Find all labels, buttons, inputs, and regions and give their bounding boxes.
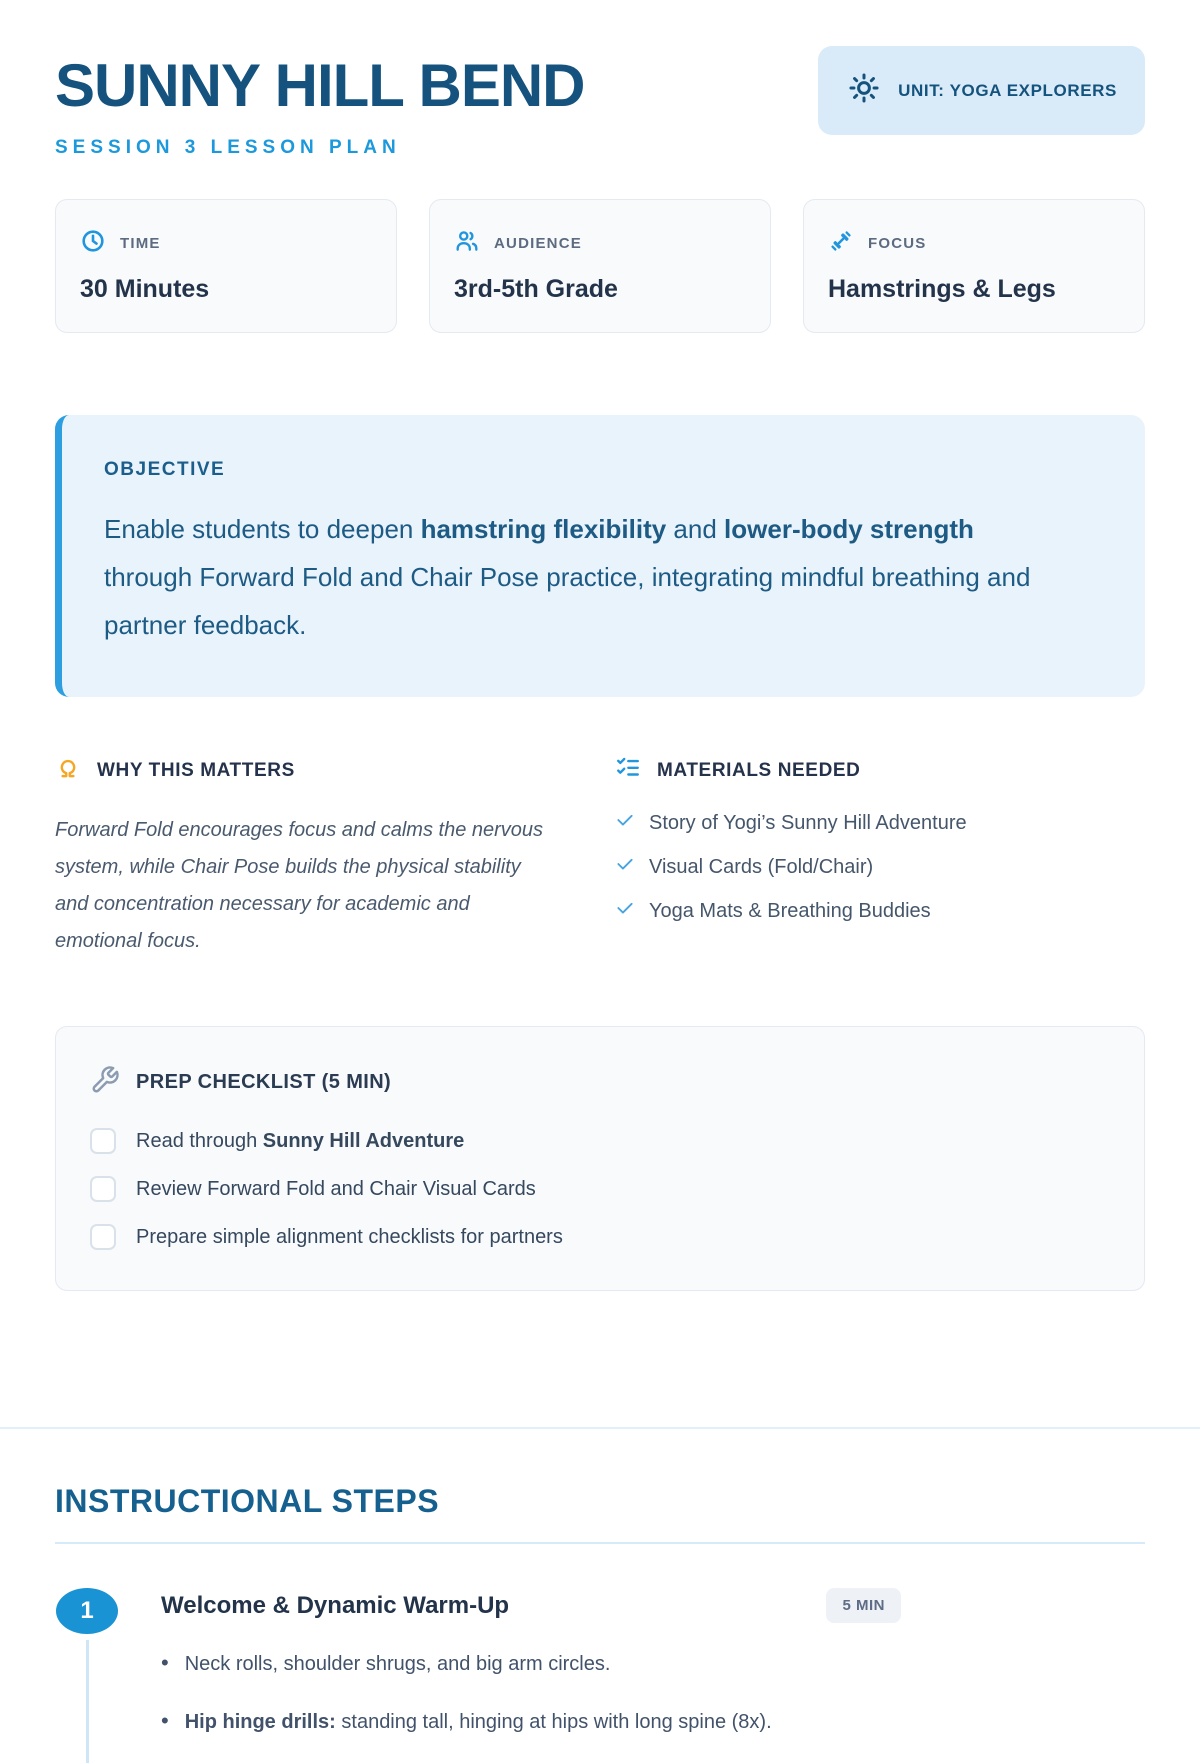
card-label: FOCUS: [868, 235, 927, 252]
step-timeline: [55, 1588, 119, 1763]
step-bullet: [161, 1647, 1145, 1679]
info-cards: [55, 199, 1145, 333]
objective-callout: [55, 415, 1145, 697]
info-card-focus: [803, 199, 1145, 333]
clock-icon: [80, 228, 106, 259]
materials-list: [615, 810, 1145, 924]
card-value: 3rd-5th Grade: [454, 275, 618, 303]
info-card-time: [55, 199, 397, 333]
prep-item-label: Read through Sunny Hill Adventure: [136, 1129, 465, 1152]
prep-checklist-box: [55, 1026, 1145, 1291]
checklist-icon: [615, 755, 641, 786]
card-label: AUDIENCE: [494, 235, 582, 252]
prep-checklist-item[interactable]: [90, 1128, 1110, 1154]
timeline-connector: [86, 1640, 89, 1763]
lesson-plan-page: [0, 46, 1200, 1291]
why-this-matters-section: [55, 755, 545, 960]
header-titles: [55, 46, 585, 159]
material-item: [615, 898, 1145, 924]
step-title: Welcome & Dynamic Warm-Up: [161, 1591, 510, 1619]
material-item-label: Yoga Mats & Breathing Buddies: [649, 899, 931, 922]
check-icon: [615, 854, 635, 880]
prep-checklist-heading: PREP CHECKLIST (5 MIN): [136, 1071, 392, 1094]
card-label: TIME: [120, 235, 161, 252]
wrench-icon: [90, 1065, 120, 1100]
page-subtitle: SESSION 3 LESSON PLAN: [55, 137, 401, 158]
unit-badge-label: UNIT: YOGA EXPLORERS: [898, 80, 1117, 100]
users-icon: [454, 228, 480, 259]
check-icon: [615, 898, 635, 924]
material-item-label: Visual Cards (Fold/Chair): [649, 855, 874, 878]
lightbulb-icon: [55, 755, 81, 786]
materials-needed-section: [615, 755, 1145, 960]
unit-badge: [818, 46, 1145, 135]
why-this-matters-heading: WHY THIS MATTERS: [97, 759, 295, 781]
material-item-label: Story of Yogi’s Sunny Hill Adventure: [649, 811, 967, 834]
checkbox[interactable]: [90, 1176, 116, 1202]
step-bullet-text: • Neck rolls, shoulder shrugs, and big arm circles.: [184, 1653, 611, 1676]
step-bullet-list: [161, 1647, 1145, 1737]
card-value: Hamstrings & Legs: [828, 275, 1056, 303]
info-columns: [55, 755, 1145, 960]
prep-checklist-item[interactable]: [90, 1176, 1110, 1202]
dumbbell-icon: [828, 228, 854, 259]
step-bullet-text: • Hip hinge drills: standing tall, hinging at hips with long spine (8x).: [184, 1711, 772, 1734]
heading-rule: [55, 1542, 1145, 1544]
header: [55, 46, 1145, 159]
prep-checklist-item[interactable]: [90, 1224, 1110, 1250]
card-value: 30 Minutes: [80, 275, 210, 303]
checkbox[interactable]: [90, 1128, 116, 1154]
instructional-steps-heading: INSTRUCTIONAL STEPS: [55, 1483, 440, 1520]
objective-label: OBJECTIVE: [104, 459, 226, 480]
section-divider: [0, 1427, 1200, 1429]
checkbox[interactable]: [90, 1224, 116, 1250]
step-bullet: [161, 1705, 1145, 1737]
material-item: [615, 810, 1145, 836]
step-number-badge: 1: [56, 1588, 118, 1634]
materials-needed-heading: MATERIALS NEEDED: [657, 759, 861, 781]
check-icon: [615, 810, 635, 836]
info-card-audience: [429, 199, 771, 333]
instructional-steps-section: [0, 1483, 1200, 1763]
prep-checklist-list: [90, 1128, 1110, 1250]
sun-icon: [846, 70, 882, 111]
step-1: [55, 1588, 1145, 1763]
prep-item-label: Prepare simple alignment checklists for partners: [136, 1225, 563, 1248]
material-item: [615, 854, 1145, 880]
prep-item-label: Review Forward Fold and Chair Visual Cards: [136, 1177, 536, 1200]
objective-text: Enable students to deepen hamstring flexibility and lower-body strength through Forward Fold and Chair Pose practice, integrating mindful breathing and partner feedback.: [104, 514, 1031, 641]
step-duration-badge: 5 MIN: [826, 1588, 901, 1623]
why-this-matters-text: Forward Fold encourages focus and calms the nervous system, while Chair Pose builds the physical stability and concentration necessary for academic and emotional focus.: [55, 819, 544, 953]
page-title: SUNNY HILL BEND: [55, 52, 585, 119]
